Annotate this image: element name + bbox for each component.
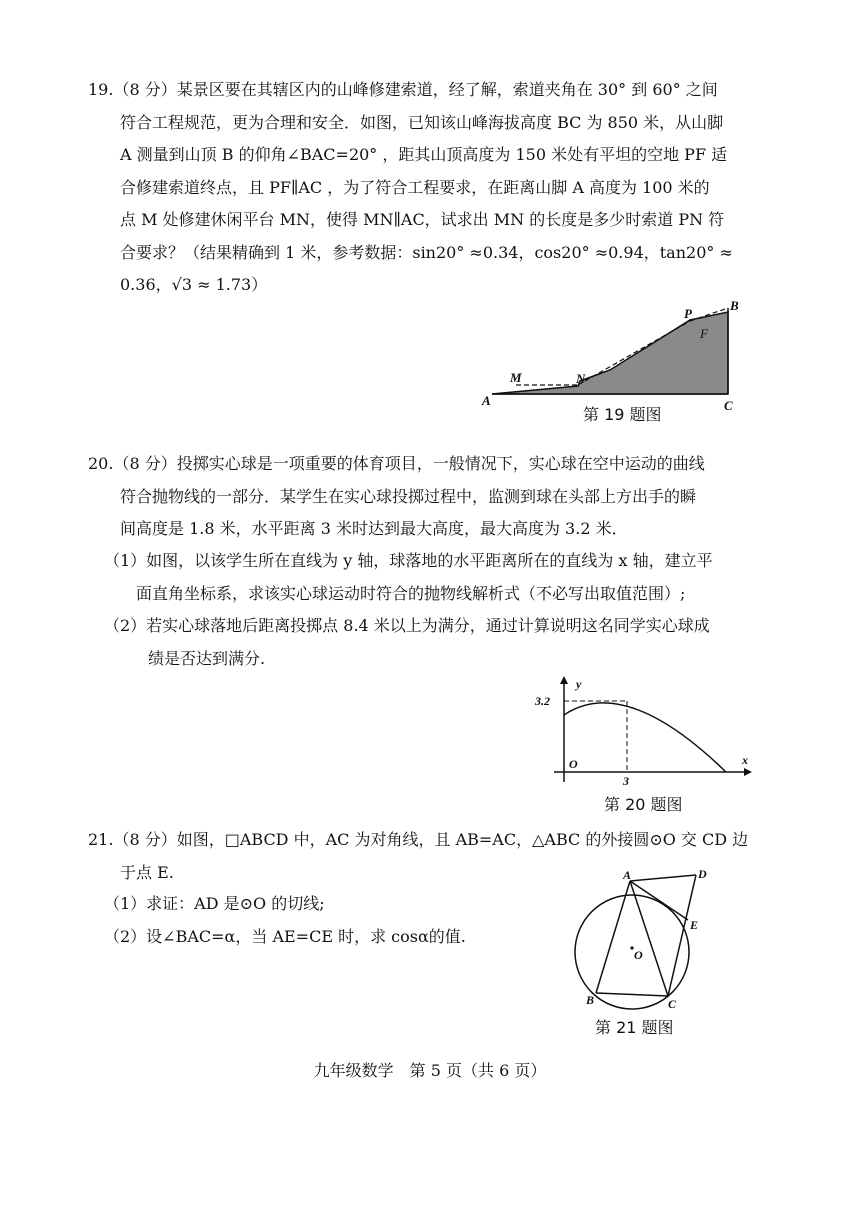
q20-part-line: 绩是否达到满分. — [148, 648, 266, 668]
q19-line: 合修建索道终点，且 PF∥AC ，为了符合工程要求，在距离山脚 A 高度为 100 米的 — [120, 177, 710, 197]
page-footer: 九年级数学 第 5 页（共 6 页） — [313, 1061, 547, 1080]
question-20 — [88, 448, 776, 546]
question-19 — [88, 74, 776, 302]
q20-line: 20.（8 分）投掷实心球是一项重要的体育项目，一般情况下，实心球在空中运动的曲线 — [88, 454, 705, 473]
q21-parts — [104, 888, 564, 953]
label-b: B — [730, 298, 739, 313]
label-n: N — [576, 371, 586, 386]
x-tick-label: 3 — [623, 774, 629, 788]
q19-line: 合要求？（结果精确到 1 米，参考数据：sin20° ≈0.34，cos20° ≈0.94，tan20° ≈ — [120, 242, 733, 262]
q20-part-line: （2）若实心球落地后距离投掷点 8.4 米以上为满分，通过计算说明这名同学实心球成 — [104, 616, 710, 635]
q19-line: A 测量到山顶 B 的仰角∠BAC=20° ，距其山顶高度为 150 米处有平坦的空地 PF 适 — [120, 145, 728, 164]
q20-part-line: 面直角坐标系，求该实心球运动时符合的抛物线解析式（不必写出取值范围）; — [136, 583, 686, 603]
q19-caption: 第 19 题图 — [583, 405, 662, 424]
q19-figure — [480, 298, 750, 413]
label-a: A — [482, 393, 491, 408]
q20-line: 间高度是 1.8 米，水平距离 3 米时达到最大高度，最大高度为 3.2 米． — [120, 519, 628, 538]
circumcircle-o — [575, 895, 689, 1009]
q20-part-2 — [104, 610, 776, 675]
q20-part-line: （1）如图，以该学生所在直线为 y 轴，球落地的水平距离所在的直线为 x 轴，建立平 — [104, 551, 713, 570]
mountain-shape — [492, 312, 728, 394]
label-c: C — [668, 997, 677, 1011]
q19-line: 符合工程规范，更为合理和安全．如图，已知该山峰海拔高度 BC 为 850 米，从山脚 — [120, 112, 724, 132]
q21-figure — [566, 867, 726, 1012]
q20-line: 符合抛物线的一部分．某学生在实心球投掷过程中，监测到球在头部上方出手的瞬 — [120, 486, 697, 506]
x-axis-label: x — [742, 753, 748, 767]
q20-part-1 — [104, 545, 776, 610]
label-d: D — [698, 867, 707, 881]
q21-part-line: （2）设∠BAC=α，当 AE=CE 时，求 cosα的值. — [104, 926, 466, 946]
q21-line: 于点 E. — [120, 862, 174, 882]
q19-line: 0.36，√3 ≈ 1.73） — [120, 275, 268, 294]
q21-caption: 第 21 题图 — [595, 1018, 674, 1037]
label-e: E — [690, 918, 699, 932]
segment-ad — [630, 875, 696, 881]
label-m: M — [510, 370, 522, 385]
parabola-curve — [564, 703, 726, 772]
segment-ae — [630, 881, 688, 920]
label-o: O — [634, 948, 643, 962]
q21-part-line: （1）求证：AD 是⊙O 的切线; — [104, 894, 325, 913]
label-p: P — [684, 306, 692, 321]
y-axis-label: y — [576, 677, 582, 691]
origin-label: O — [569, 757, 578, 771]
q21-line: 21.（8 分）如图，□ABCD 中，AC 为对角线，且 AB=AC，△ABC 的外接圆⊙O 交 CD 边 — [88, 830, 749, 849]
label-a: A — [623, 868, 632, 882]
label-c: C — [724, 398, 733, 413]
label-b: B — [586, 993, 595, 1007]
q20-caption: 第 20 题图 — [604, 795, 683, 814]
q19-line: 19.（8 分）某景区要在其辖区内的山峰修建索道，经了解，索道夹角在 30° 到 60° 之间 — [88, 80, 718, 99]
q19-line: 点 M 处修建休闲平台 MN，使得 MN∥AC，试求出 MN 的长度是多少时索道 PN 符 — [120, 210, 725, 229]
segment-bc — [596, 993, 668, 996]
q20-figure — [528, 670, 758, 790]
y-tick-label: 3.2 — [535, 694, 550, 708]
label-f: F — [700, 326, 708, 341]
